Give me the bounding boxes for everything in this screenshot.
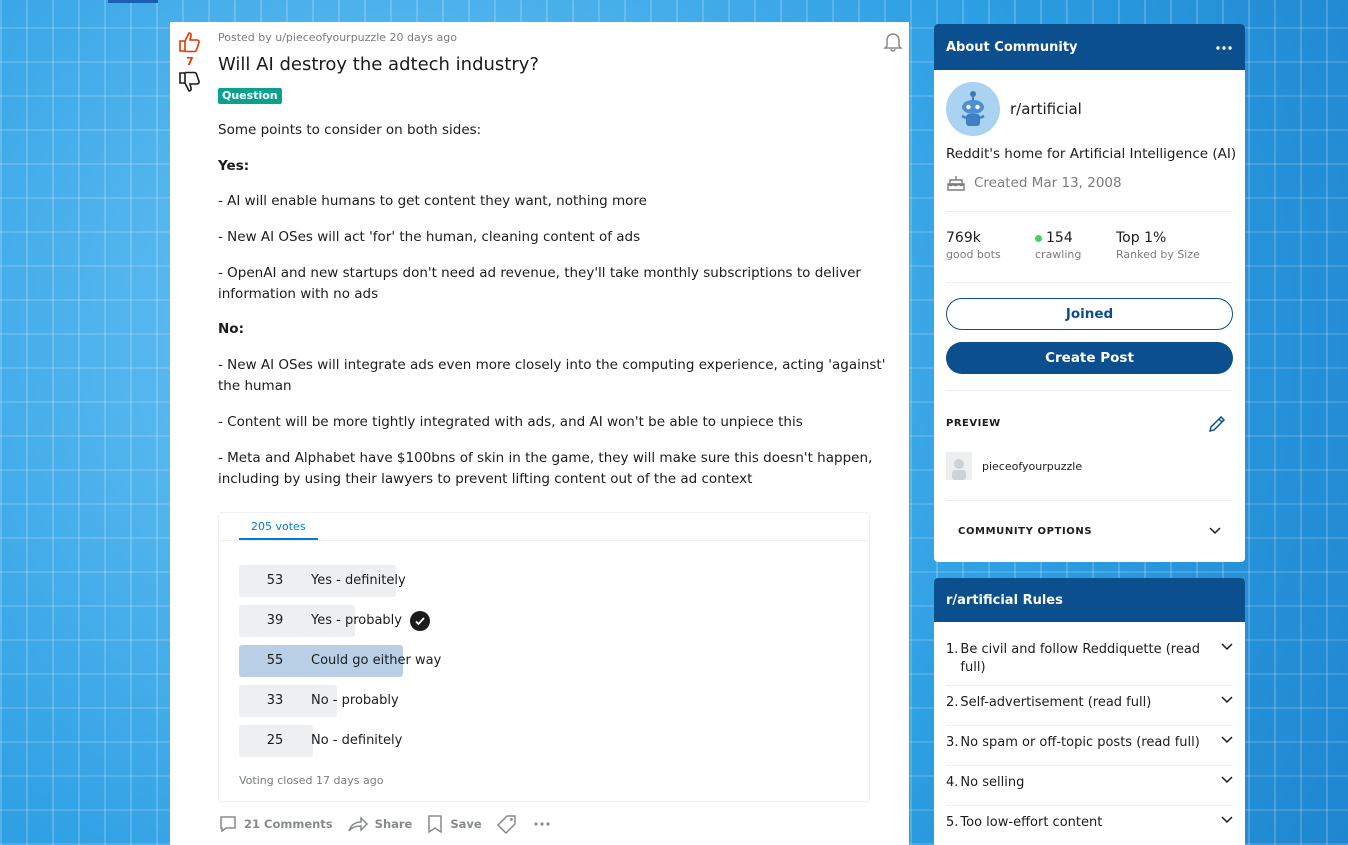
community-created: [946, 174, 1122, 192]
rule-number: 4.: [946, 775, 959, 790]
rules-card: [934, 578, 1245, 845]
rule-text: [946, 641, 1206, 677]
body-yes-heading: Yes:: [218, 158, 250, 174]
checkmark-icon: [410, 611, 430, 631]
stat-value: [946, 230, 1001, 246]
chevron-down-icon: [1221, 776, 1233, 784]
created-text: Created Mar 13, 2008: [974, 175, 1122, 191]
about-community-card: [934, 24, 1245, 562]
body-yes-2: - New AI OSes will act 'for' the human, cleaning content of ads: [218, 229, 641, 245]
divider: [946, 685, 1233, 686]
rule-item[interactable]: [946, 774, 1233, 792]
stat-value-text: 154: [1046, 230, 1073, 246]
body-no-heading: No:: [218, 321, 244, 337]
stat-members: [946, 230, 1001, 261]
body-no-1: - New AI OSes will integrate ads even more closely into the computing experience, acting 'against' the human: [218, 357, 886, 394]
community-identity: [946, 82, 1082, 136]
divider: [946, 211, 1233, 212]
preview-username: pieceofyourpuzzle: [982, 459, 1083, 473]
poll-count: 33: [266, 693, 284, 708]
divider: [946, 390, 1233, 391]
community-avatar[interactable]: [946, 82, 1000, 136]
chevron-down-icon: [1221, 696, 1233, 704]
rule-item[interactable]: [946, 641, 1233, 677]
post-meta[interactable]: Posted by u/pieceofyourpuzzle 20 days ago: [218, 31, 457, 44]
stat-rank: [1116, 230, 1200, 261]
rule-number: 5.: [946, 815, 959, 830]
rules-header: [934, 578, 1245, 622]
create-post-button[interactable]: Create Post: [946, 342, 1233, 374]
poll-label: [311, 645, 441, 677]
more-horizontal-icon: [532, 814, 552, 834]
rule-text: [946, 774, 1206, 792]
share-icon: [347, 814, 369, 834]
poll-option: [239, 565, 639, 597]
poll-count: 39: [266, 613, 284, 628]
body-no-2: - Content will be more tightly integrated with ads, and AI won't be able to unpiece this: [218, 414, 803, 430]
community-name[interactable]: r/artificial: [1010, 100, 1082, 118]
user-avatar: [946, 452, 972, 480]
chevron-down-icon: [1221, 643, 1233, 651]
body-intro: Some points to consider on both sides:: [218, 122, 482, 138]
thumbs-down-icon: [178, 71, 202, 93]
poll-option: [239, 725, 639, 757]
divider: [946, 725, 1233, 726]
about-community-header: [934, 24, 1245, 70]
cake-icon: [946, 174, 966, 192]
robot-icon: [950, 86, 996, 132]
preview-user[interactable]: [946, 452, 1082, 480]
more-options-button[interactable]: [532, 814, 552, 834]
poll-label: [311, 685, 399, 717]
stat-value: [1035, 230, 1081, 246]
poll: [218, 512, 870, 802]
save-label: Save: [450, 817, 482, 831]
poll-count: 55: [266, 653, 284, 668]
divider: [946, 765, 1233, 766]
rule-label: No spam or off-topic posts (read full): [960, 735, 1200, 750]
post-actions: [218, 812, 552, 836]
online-dot-icon: [1035, 235, 1042, 242]
thumbs-up-icon: [178, 31, 202, 53]
poll-label: [311, 605, 430, 637]
rule-number: 2.: [946, 695, 959, 710]
chevron-down-icon: [1221, 736, 1233, 744]
poll-option: [239, 645, 639, 677]
tag-button[interactable]: [496, 814, 518, 834]
stat-label: Ranked by Size: [1116, 248, 1200, 261]
share-label: Share: [374, 817, 413, 831]
post-flair[interactable]: Question: [218, 88, 282, 104]
bookmark-icon: [426, 814, 444, 834]
vote-score: 7: [186, 55, 194, 68]
comments-label: 21 Comments: [244, 817, 333, 831]
stat-label: crawling: [1035, 248, 1082, 261]
poll-votes-tab[interactable]: 205 votes: [239, 513, 318, 540]
poll-label-text: Yes - probably: [311, 613, 402, 628]
poll-label-text: Could go either way: [311, 653, 442, 668]
poll-closed-note: Voting closed 17 days ago: [239, 774, 384, 787]
rule-label: Be civil and follow Reddiquette (read full): [960, 642, 1201, 675]
notification-bell-button[interactable]: [882, 30, 904, 52]
stat-value-text: Top 1%: [1116, 230, 1167, 246]
poll-count: 53: [266, 573, 284, 588]
rule-item[interactable]: [946, 694, 1233, 712]
more-options-icon[interactable]: [1215, 40, 1233, 55]
post-title[interactable]: Will AI destroy the adtech industry?: [218, 54, 539, 75]
upvote-button[interactable]: [177, 30, 203, 54]
poll-label: [311, 565, 406, 597]
rule-text: [946, 694, 1206, 712]
tag-icon: [496, 814, 518, 834]
stat-value-text: 769k: [946, 230, 981, 246]
poll-divider: [219, 540, 869, 541]
poll-label: [311, 725, 402, 757]
preview-heading: PREVIEW: [946, 418, 1001, 429]
vote-column: [170, 30, 210, 94]
browser-top-strip: [108, 0, 158, 3]
downvote-button[interactable]: [177, 70, 203, 94]
poll-label-text: No - probably: [311, 693, 399, 708]
community-options-toggle[interactable]: [946, 514, 1233, 548]
rule-text: [946, 814, 1206, 832]
rule-label: No selling: [960, 775, 1025, 790]
post-card: [170, 22, 909, 845]
save-button[interactable]: [426, 814, 481, 834]
stat-value: [1116, 230, 1200, 246]
stat-label: good bots: [946, 248, 1001, 261]
rule-number: 3.: [946, 735, 959, 750]
rules-title: r/artificial Rules: [946, 592, 1063, 608]
rule-label: Self-advertisement (read full): [960, 695, 1152, 710]
body-yes-1: - AI will enable humans to get content they want, nothing more: [218, 193, 647, 209]
poll-count: 25: [266, 733, 284, 748]
body-yes-3: - OpenAI and new startups don't need ad revenue, they'll take monthly subscriptions to deliver information with no ads: [218, 265, 861, 302]
chevron-down-icon: [1209, 527, 1221, 535]
about-community-title: About Community: [946, 39, 1078, 55]
community-description: Reddit's home for Artificial Intelligence (AI): [946, 146, 1237, 162]
poll-label-text: No - definitely: [311, 733, 403, 748]
share-button[interactable]: [347, 814, 413, 834]
chevron-down-icon: [1221, 816, 1233, 824]
comments-button[interactable]: [218, 814, 333, 834]
edit-preview-button[interactable]: [1206, 413, 1228, 435]
bell-icon: [882, 30, 904, 52]
rule-number: 1.: [946, 642, 959, 657]
poll-label-text: Yes - definitely: [311, 573, 406, 588]
poll-option: [239, 685, 639, 717]
community-options-label: COMMUNITY OPTIONS: [958, 525, 1093, 537]
rule-label: Too low-effort content: [960, 815, 1103, 830]
body-no-3: - Meta and Alphabet have $100bns of skin in the game, they will make sure this doesn't happen, including by using their lawyers to prevent lifting content out of the ad context: [218, 450, 873, 487]
user-silhouette-icon: [949, 456, 969, 480]
rule-item[interactable]: [946, 734, 1233, 752]
joined-button[interactable]: Joined: [946, 298, 1233, 330]
comment-icon: [218, 814, 238, 834]
stat-online: [1035, 230, 1081, 261]
pencil-icon: [1206, 413, 1228, 435]
divider: [946, 805, 1233, 806]
divider: [946, 282, 1233, 283]
poll-option: [239, 605, 639, 637]
rule-text: [946, 734, 1206, 752]
rule-item[interactable]: [946, 814, 1233, 832]
divider: [946, 500, 1233, 501]
